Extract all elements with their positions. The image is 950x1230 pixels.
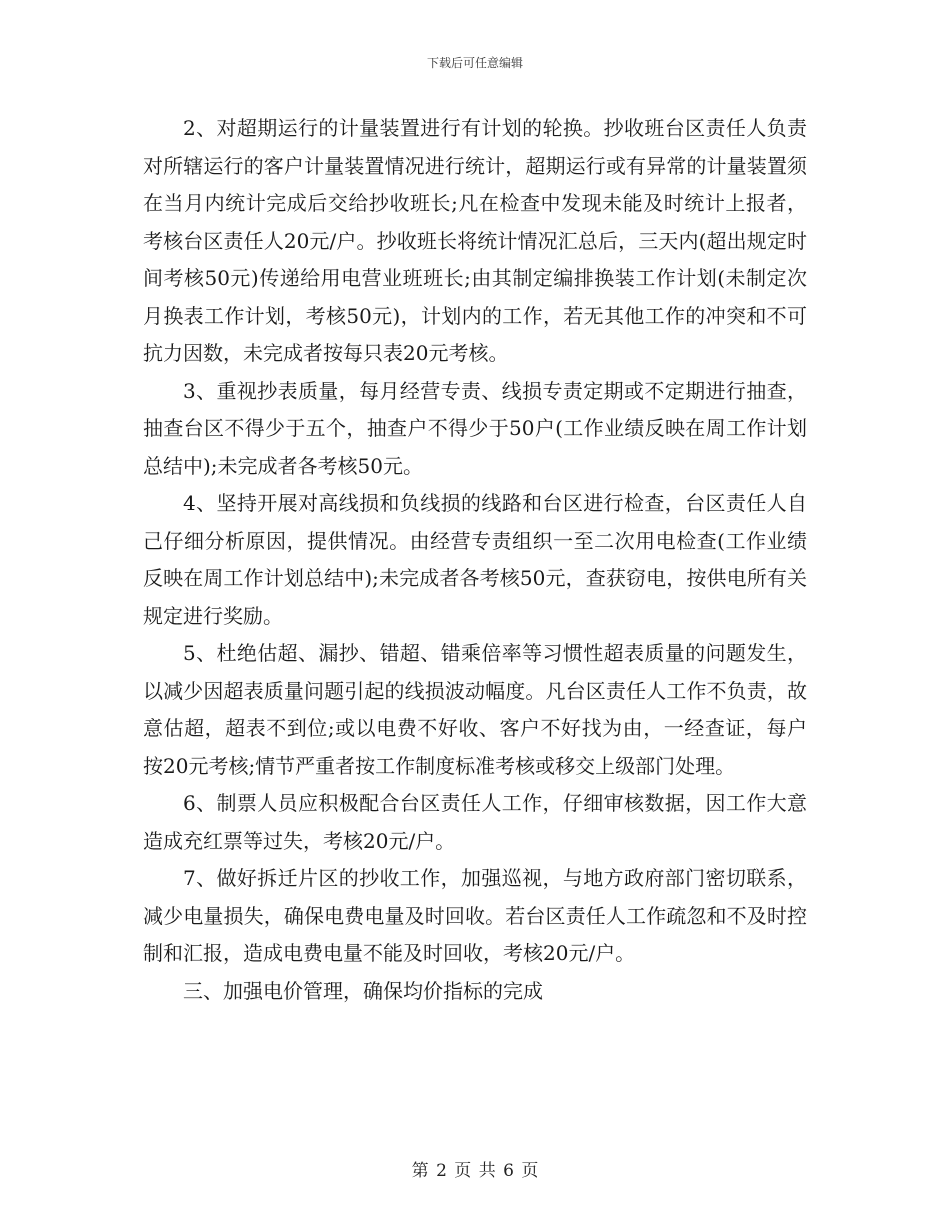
paragraph-item-7: 7、做好拆迁片区的抄收工作，加强巡视，与地方政府部门密切联系，减少电量损失，确保电费电量及时回收。若台区责任人工作疏忽和不及时控制和汇报，造成电费电量不能及时回收，考核20元/户。: [143, 866, 807, 965]
paragraph-item-2: 2、对超期运行的计量装置进行有计划的轮换。抄收班台区责任人负责对所辖运行的客户计量装置情况进行统计，超期运行或有异常的计量装置须在当月内统计完成后交给抄收班长;凡在检查中发现未能及时统计上报者，考核台区责任人20元/户。抄收班长将统计情况汇总后，三天内(超出规定时间考核50元)传递给用电营业班班长;由其制定编排换装工作计划(未制定次月换表工作计划，考核50元)，计划内的工作，若无其他工作的冲突和不可抗力因数，未完成者按每只表20元考核。: [143, 116, 807, 365]
page-number-footer: 第 2 页 共 6 页: [411, 1161, 539, 1181]
document-body: [143, 110, 807, 1010]
paragraph-item-5: 5、杜绝估超、漏抄、错超、错乘倍率等习惯性超表质量的问题发生，以减少因超表质量问题引起的线损波动幅度。凡台区责任人工作不负责，故意估超，超表不到位;或以电费不好收、客户不好找为由，一经查证，每户按20元考核;情节严重者按工作制度标准考核或移交上级部门处理。: [143, 641, 807, 778]
paragraph-item-4: 4、坚持开展对高线损和负线损的线路和台区进行检查，台区责任人自己仔细分析原因，提供情况。由经营专责组织一至二次用电检查(工作业绩反映在周工作计划总结中);未完成者各考核50元，查获窃电，按供电所有关规定进行奖励。: [143, 491, 807, 628]
page-header: 下载后可任意编辑: [426, 56, 523, 70]
paragraph-item-6: 6、制票人员应积极配合台区责任人工作，仔细审核数据，因工作大意造成充红票等过失，考核20元/户。: [143, 791, 807, 853]
section-heading-3: 三、加强电价管理，确保均价指标的完成: [183, 978, 543, 1003]
paragraph-item-3: 3、重视抄表质量，每月经营专责、线损专责定期或不定期进行抽查，抽查台区不得少于五个，抽查户不得少于50户(工作业绩反映在周工作计划总结中);未完成者各考核50元。: [143, 378, 807, 478]
